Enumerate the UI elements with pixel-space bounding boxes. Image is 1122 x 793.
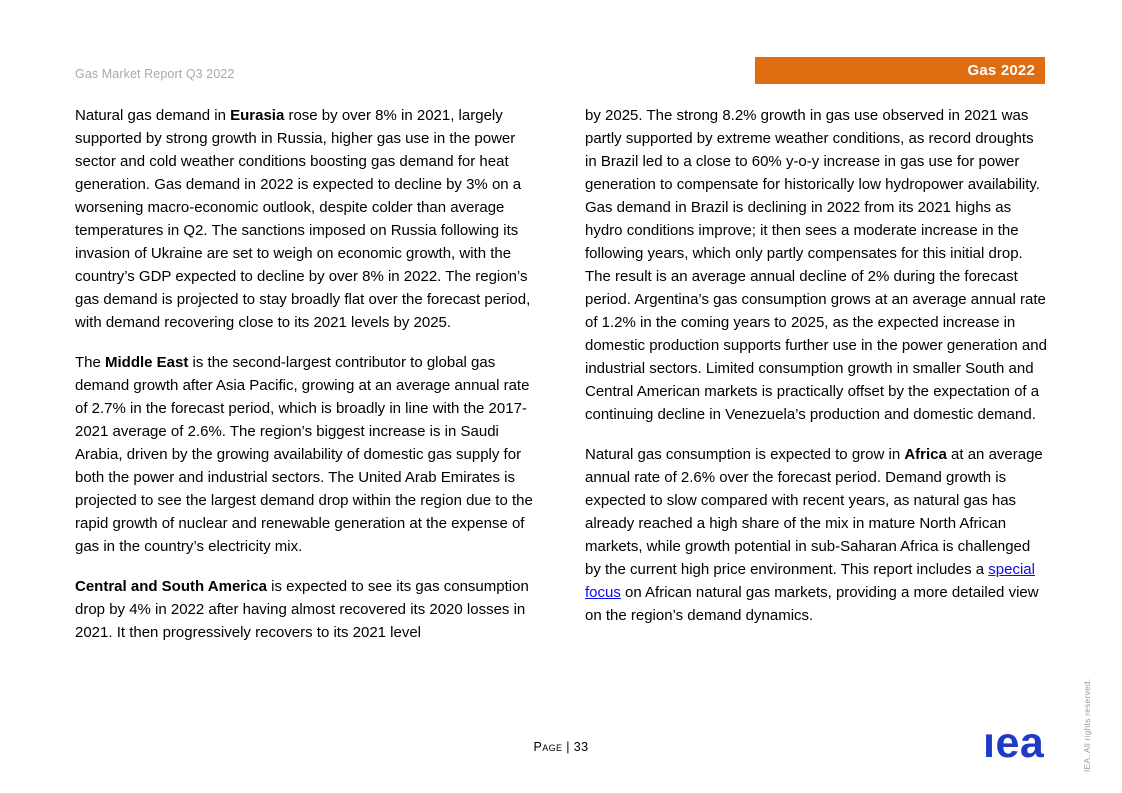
page-number: Page | 33 xyxy=(533,740,589,754)
text-run: Natural gas consumption is expected to grow in xyxy=(585,446,905,463)
left-column xyxy=(75,104,539,661)
iea-logo: ıea xyxy=(983,719,1045,767)
bold-text-run: Africa xyxy=(904,446,947,463)
paragraph xyxy=(585,443,1049,627)
text-run: at an average annual rate of 2.6% over the forecast period. Demand growth is expected to slow compared with recent years, as natural gas has already reached a high share of the mix in mature North African markets, while growth potential in sub-Saharan Africa is challenged by the current high price environment. This report includes a xyxy=(585,446,1043,578)
edition-banner-label: Gas 2022 xyxy=(967,62,1035,79)
bold-text-run: Central and South America xyxy=(75,578,267,595)
text-run: on African natural gas markets, providing a more detailed view on the region’s demand dynamics. xyxy=(585,584,1039,624)
edition-banner xyxy=(755,57,1045,84)
text-run: by 2025. The strong 8.2% growth in gas use observed in 2021 was partly supported by extreme weather conditions, as record droughts in Brazil led to a close to 60% y-o-y increase in gas use for power generation to compensate for historically low hydropower availability. Gas demand in Brazil is declining in 2022 from its 2021 highs as hydro conditions improve; it then sees a moderate increase in the following years, which only partly compensates for this initial drop. The result is an average annual decline of 2% during the forecast period. Argentina’s gas consumption grows at an average annual rate of 1.2% in the coming years to 2025, as the expected increase in domestic production supports further use in the power generation and industrial sectors. Limited consumption growth in smaller South and Central American markets is practically offset by the expectation of a continuing decline in Venezuela’s production and domestic demand. xyxy=(585,107,1047,423)
text-run: rose by over 8% in 2021, largely supported by strong growth in Russia, higher gas use in the power sector and cold weather conditions boosting gas demand for heat generation. Gas demand in 2022 is expected to decline by 3% on a worsening macro-economic outlook, despite colder than average temperatures in Q2. The sanctions imposed on Russia following its invasion of Ukraine are set to weigh on economic growth, with the country’s GDP expected to decline by over 8% in 2022. The region’s gas demand is projected to stay broadly flat over the forecast period, with demand recovering close to its 2021 levels by 2025. xyxy=(75,107,531,331)
text-run: The xyxy=(75,354,106,371)
paragraph xyxy=(75,104,539,334)
report-title: Gas Market Report Q3 2022 xyxy=(75,67,235,81)
paragraph xyxy=(585,104,1049,426)
bold-text-run: Middle East xyxy=(105,354,189,371)
right-column xyxy=(585,104,1049,644)
text-run: is expected to see its gas consumption drop by 4% in 2022 after having almost recovered its 2020 losses in 2021. It then progressively recovers to its 2021 level xyxy=(75,578,529,641)
paragraph xyxy=(75,351,539,558)
rights-notice: IEA. All rights reserved. xyxy=(1082,678,1092,772)
text-run: is the second-largest contributor to global gas demand growth after Asia Pacific, growing at an average annual rate of 2.7% in the forecast period, which is broadly in line with the 2017-2021 average of 2.6%. The region’s biggest increase is in Saudi Arabia, driven by the growing availability of domestic gas supply for both the power and industrial sectors. The United Arab Emirates is projected to see the largest demand drop within the region due to the rapid growth of nuclear and renewable generation at the expense of gas in the country’s electricity mix. xyxy=(75,354,533,555)
special-focus-link[interactable]: special focus xyxy=(585,561,1035,601)
bold-text-run: Eurasia xyxy=(230,107,285,124)
paragraph xyxy=(75,575,539,644)
text-run: Natural gas demand in xyxy=(75,107,231,124)
